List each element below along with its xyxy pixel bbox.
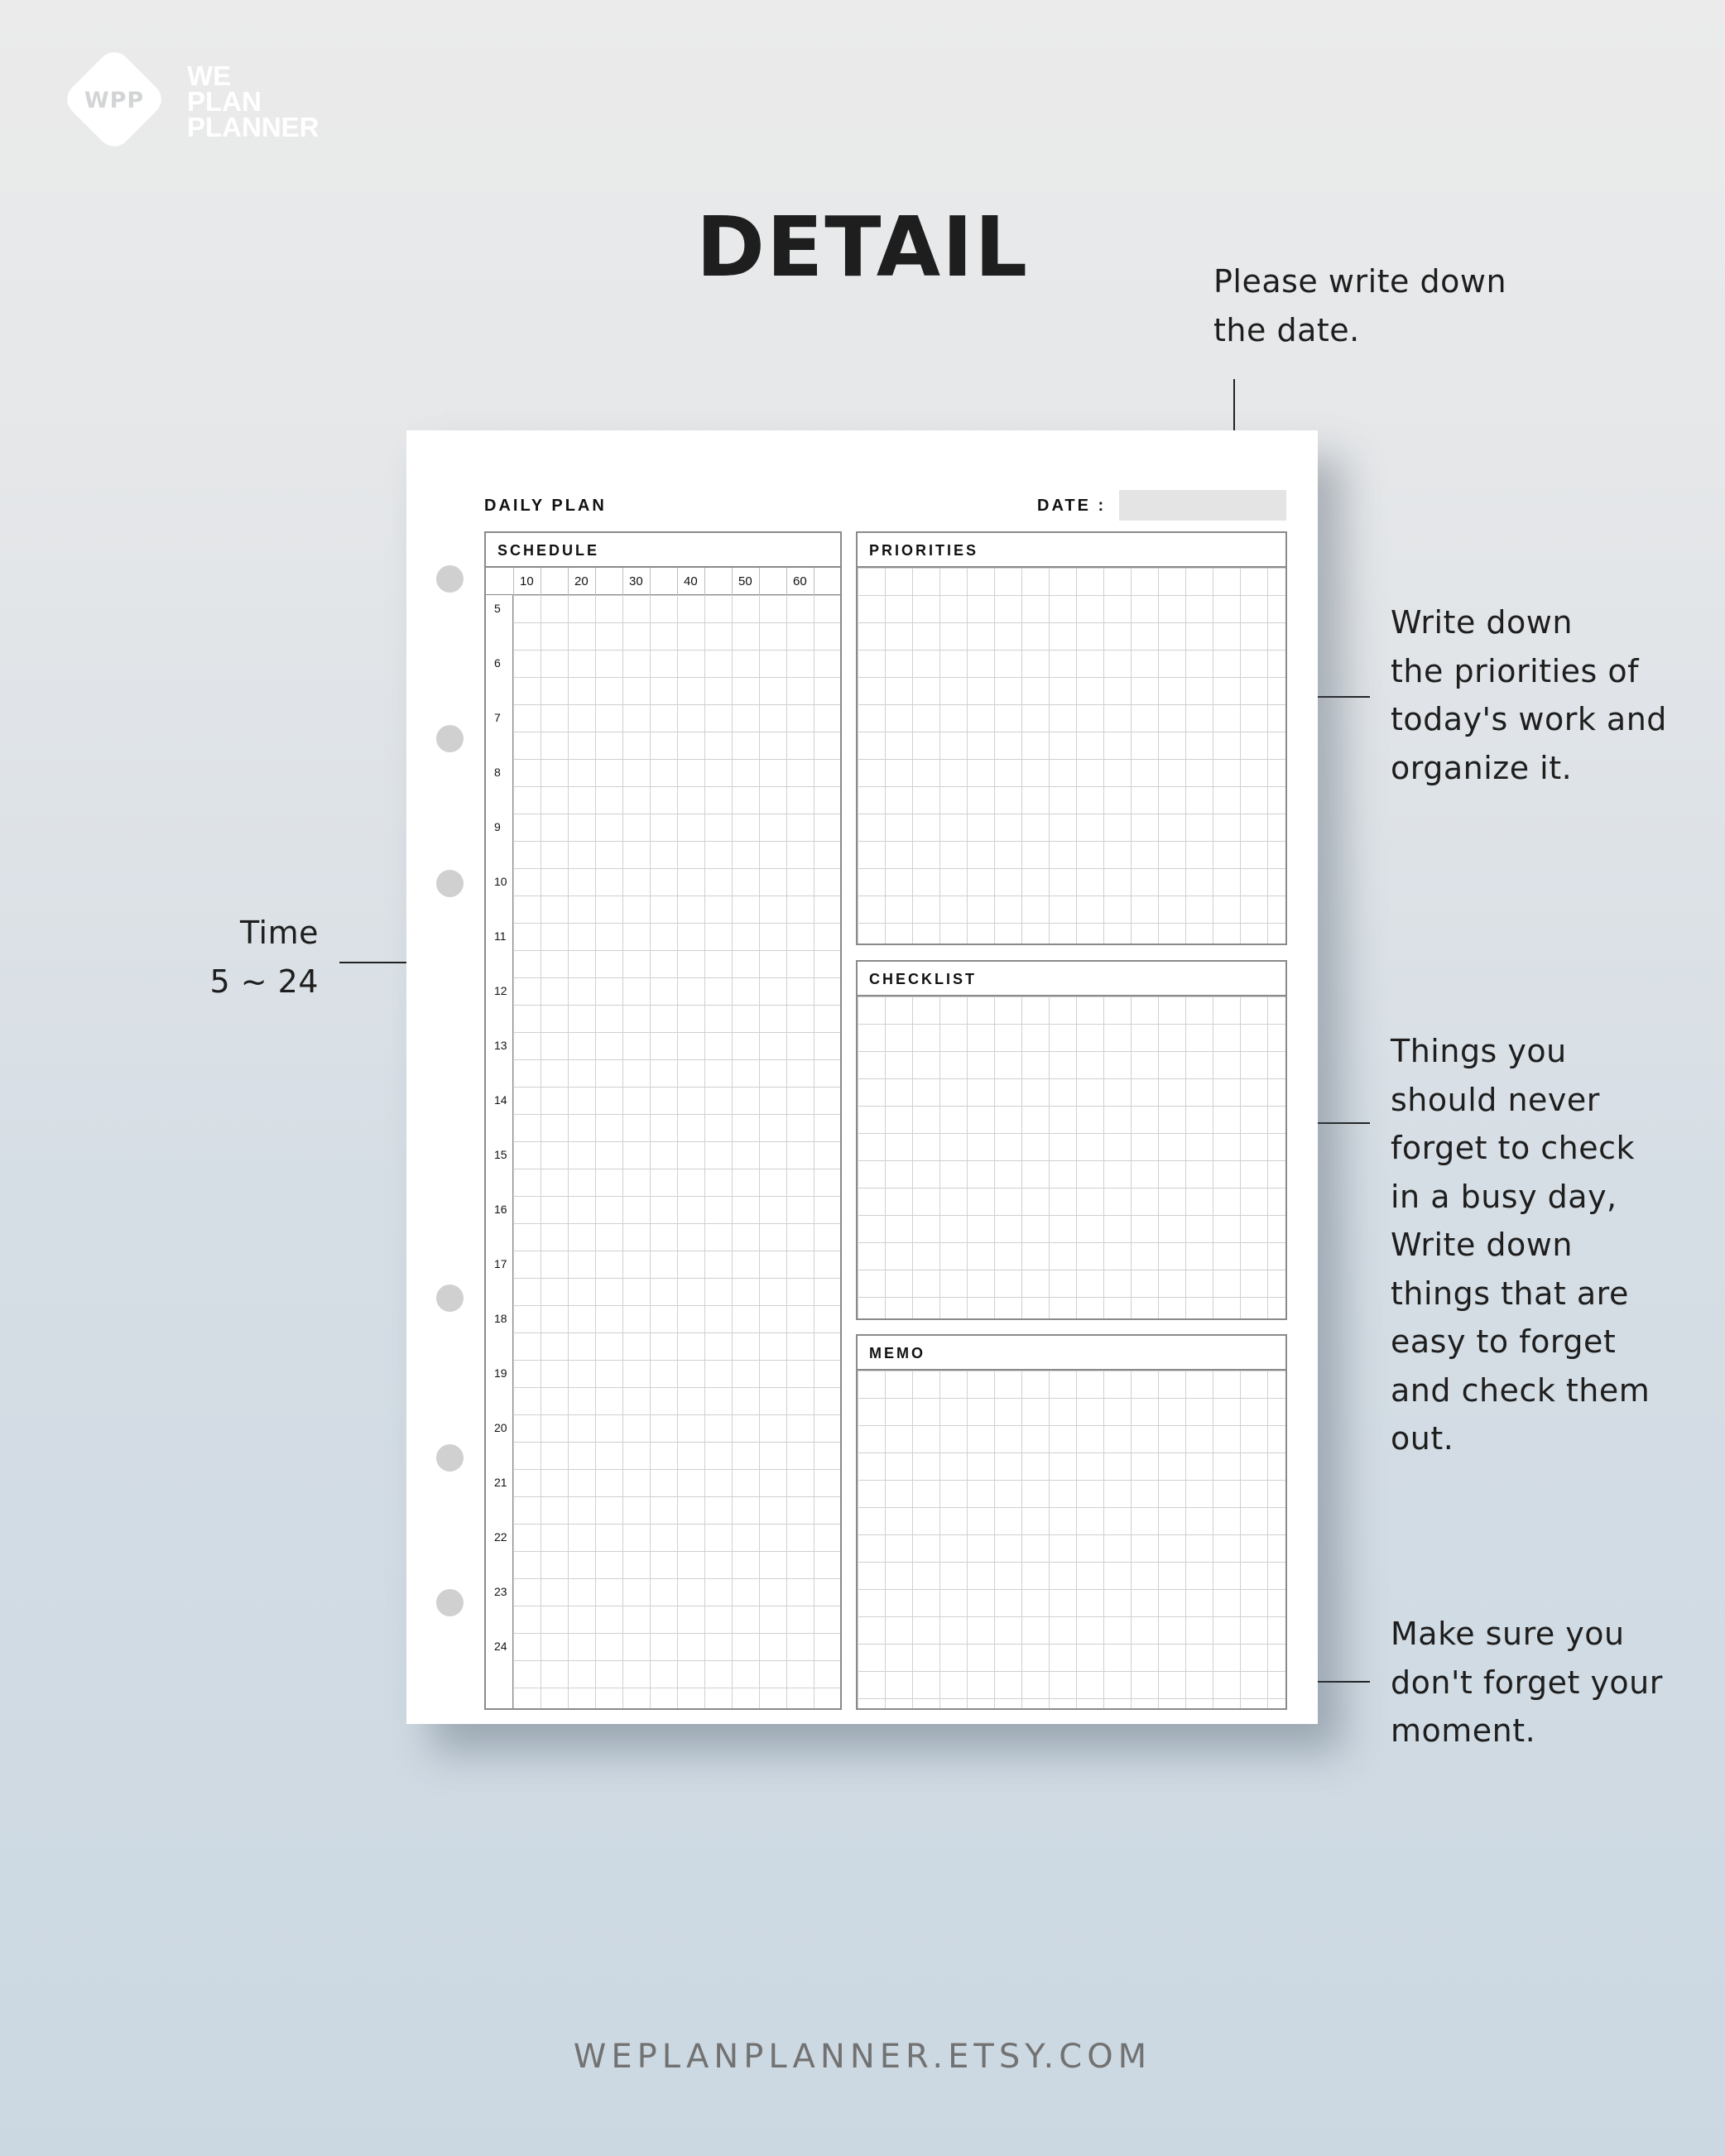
minute-divider xyxy=(622,568,623,595)
minute-divider xyxy=(786,568,787,595)
schedule-label: SCHEDULE xyxy=(497,542,600,559)
minute-label: 30 xyxy=(629,574,643,588)
annotation-line-text: moment. xyxy=(1391,1712,1536,1749)
checklist-grid[interactable] xyxy=(858,996,1285,1318)
hour-label: 24 xyxy=(494,1640,507,1653)
hour-label: 23 xyxy=(494,1585,507,1598)
memo-panel xyxy=(856,1334,1287,1710)
minute-label: 60 xyxy=(793,574,807,588)
shop-url: WEPLANPLANNER.ETSY.COM xyxy=(573,2038,1152,2076)
date-field[interactable] xyxy=(1119,490,1286,521)
hour-label: 7 xyxy=(494,711,501,724)
hour-label: 13 xyxy=(494,1039,507,1052)
memo-header xyxy=(858,1336,1285,1371)
annotation-date xyxy=(1213,257,1506,354)
planner-title: DAILY PLAN xyxy=(484,497,607,515)
minute-divider xyxy=(759,568,760,595)
minute-divider xyxy=(650,568,651,595)
annotation-checklist xyxy=(1391,1027,1650,1463)
planner-sheet xyxy=(406,430,1318,1724)
minute-label: 20 xyxy=(574,574,589,588)
checklist-panel xyxy=(856,960,1287,1320)
minute-divider xyxy=(513,568,514,595)
hour-label: 17 xyxy=(494,1257,507,1270)
minute-divider xyxy=(595,568,596,595)
annotation-line-text: in a busy day, xyxy=(1391,1178,1617,1215)
checklist-label: CHECKLIST xyxy=(869,971,977,987)
priorities-header xyxy=(858,533,1285,568)
hour-label: 21 xyxy=(494,1476,507,1489)
hour-label: 11 xyxy=(494,929,507,943)
schedule-panel xyxy=(484,531,842,1710)
annotation-time xyxy=(190,909,319,1006)
checklist-header xyxy=(858,962,1285,996)
annotation-line-text: the date. xyxy=(1213,311,1360,348)
memo-grid[interactable] xyxy=(858,1371,1285,1708)
binder-hole-icon xyxy=(436,870,464,897)
binder-hole-icon xyxy=(436,1284,464,1312)
binder-hole-icon xyxy=(436,1444,464,1472)
annotation-line-text: Write down xyxy=(1391,604,1573,641)
annotation-line-text: the priorities of xyxy=(1391,652,1640,689)
minute-label: 40 xyxy=(684,574,698,588)
priorities-grid[interactable] xyxy=(858,568,1285,944)
hour-label: 20 xyxy=(494,1421,507,1434)
hour-label: 6 xyxy=(494,656,501,670)
brand-logo xyxy=(66,53,331,152)
priorities-panel xyxy=(856,531,1287,945)
page-title: DETAIL xyxy=(695,199,1030,295)
hour-label: 8 xyxy=(494,766,501,779)
brand-name xyxy=(187,60,320,142)
annotation-line-text: and check them xyxy=(1391,1371,1651,1409)
annotation-line-text: should never xyxy=(1391,1081,1600,1118)
minute-divider xyxy=(568,568,569,595)
hour-label: 22 xyxy=(494,1530,507,1544)
annotation-line-text: organize it. xyxy=(1391,749,1573,786)
annotation-line-text: Please write down xyxy=(1213,263,1507,300)
schedule-header xyxy=(486,533,840,568)
annotation-priorities xyxy=(1391,598,1667,792)
binder-hole-icon xyxy=(436,1589,464,1616)
hour-label: 15 xyxy=(494,1148,507,1161)
annotation-line-text: easy to forget xyxy=(1391,1323,1617,1360)
logo-monogram: WPP xyxy=(84,88,145,113)
minute-divider xyxy=(732,568,733,595)
schedule-hours-column xyxy=(486,595,513,1708)
memo-label: MEMO xyxy=(869,1345,925,1361)
hour-label: 10 xyxy=(494,875,507,888)
annotation-line-text: Things you xyxy=(1391,1033,1567,1069)
minute-divider xyxy=(704,568,705,595)
annotation-line-text: out. xyxy=(1391,1420,1454,1457)
hour-label: 14 xyxy=(494,1093,507,1107)
schedule-minutes-row xyxy=(486,568,840,595)
hour-label: 18 xyxy=(494,1312,507,1325)
annotation-line-text: don't forget your xyxy=(1391,1664,1663,1701)
annotation-memo xyxy=(1391,1610,1663,1755)
minute-divider xyxy=(677,568,678,595)
minute-label: 50 xyxy=(738,574,752,588)
annotation-line-text: Time xyxy=(240,915,319,951)
schedule-grid[interactable] xyxy=(513,595,840,1708)
brand-name-line: PLANNER xyxy=(187,112,320,142)
annotation-line-text: Write down xyxy=(1391,1227,1573,1263)
annotation-line-text: forget to check xyxy=(1391,1130,1636,1166)
hour-label: 9 xyxy=(494,820,501,833)
annotation-line-text: Make sure you xyxy=(1391,1616,1625,1652)
minute-label: 10 xyxy=(520,574,534,588)
hour-label: 16 xyxy=(494,1203,507,1216)
annotation-line-text: things that are xyxy=(1391,1275,1629,1312)
brand-name-line: WE xyxy=(187,60,232,91)
date-label: DATE : xyxy=(1037,497,1107,515)
binder-hole-icon xyxy=(436,565,464,593)
hour-label: 5 xyxy=(494,602,501,615)
binder-hole-icon xyxy=(436,725,464,752)
brand-name-line: PLAN xyxy=(187,86,262,117)
priorities-label: PRIORITIES xyxy=(869,542,979,559)
annotation-line-text: 5 ~ 24 xyxy=(209,963,319,1000)
annotation-line-text: today's work and xyxy=(1391,701,1667,737)
hour-label: 19 xyxy=(494,1366,507,1380)
hour-label: 12 xyxy=(494,984,507,997)
